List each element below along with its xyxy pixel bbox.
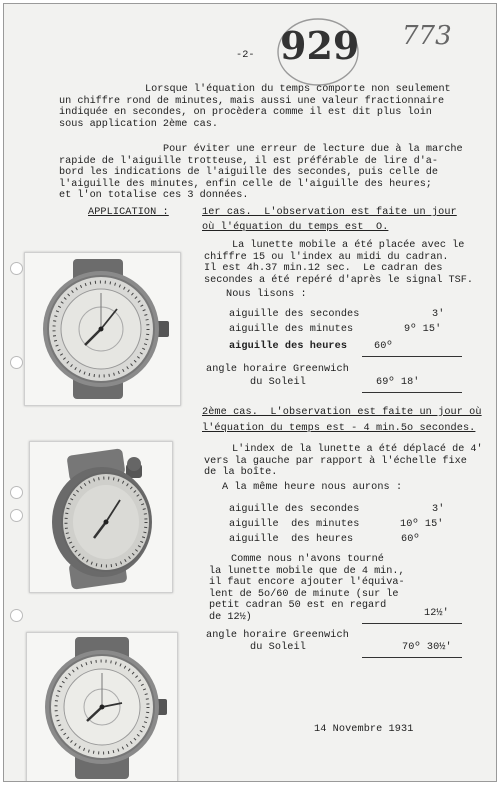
result-rule bbox=[362, 657, 462, 658]
case2-row-value: 60º bbox=[401, 534, 420, 545]
sum-rule bbox=[362, 356, 462, 357]
case1-lisons: Nous lisons : bbox=[226, 289, 307, 300]
case1-row-label: aiguille des heures bbox=[229, 341, 348, 352]
wristwatch-front-icon bbox=[25, 253, 180, 405]
punch-hole bbox=[10, 262, 23, 275]
case2-title-line1: 2ème cas. L'observation est faite un jour où bbox=[202, 407, 482, 418]
case2-title-line2: l'équation du temps est - 4 min.5o secondes. bbox=[202, 423, 476, 434]
punch-hole bbox=[10, 486, 23, 499]
page-number: -2- bbox=[236, 50, 255, 61]
sum-rule bbox=[362, 623, 462, 624]
case2-extra-value: 12½' bbox=[424, 608, 449, 619]
punch-hole bbox=[10, 356, 23, 369]
wristwatch-angle-icon bbox=[30, 442, 172, 592]
application-label: APPLICATION : bbox=[88, 207, 169, 218]
intro-paragraph-2: Pour éviter une erreur de lecture due à la marche rapide de l'aiguille trotteuse, il est préférable de lire d'a- bord les indications de l'aiguille des secondes, puis celle de l'aiguille des minutes, enfin celle de l'aiguille des heures; et l'on totalise ces 3 données. bbox=[59, 144, 463, 201]
case2-row-label: aiguille des secondes bbox=[229, 504, 360, 515]
case2-meme-heure: A la même heure nous aurons : bbox=[222, 482, 403, 493]
punch-hole bbox=[10, 509, 23, 522]
watch-photo-bottom bbox=[26, 632, 178, 782]
case1-title-line1: 1er cas. L'observation est faite un jour bbox=[202, 207, 457, 218]
case1-row-label: aiguille des minutes bbox=[229, 324, 354, 335]
case1-row-value: 9º 15' bbox=[404, 324, 442, 335]
case2-row-value: 3' bbox=[432, 504, 445, 515]
case1-description: La lunette mobile a été placée avec le chiffre 15 ou l'index au midi du cadran. Il est 4h.37 min.12 sec. Le cadran des secondes a été repéré d'après le signal TSF. bbox=[204, 240, 473, 286]
case1-result-label: angle horaire Greenwich bbox=[206, 364, 349, 375]
watch-photo-side bbox=[29, 441, 173, 593]
case1-result-value: 69º 18' bbox=[376, 377, 420, 388]
case1-title-line2: où l'équation du temps est O. bbox=[202, 222, 389, 233]
case2-row-label: aiguille des heures bbox=[229, 534, 354, 545]
case2-description: L'index de la lunette a été déplacé de 4' vers la gauche par rapport à l'échelle fixe de la boîte. bbox=[204, 444, 483, 478]
punch-hole bbox=[10, 609, 23, 622]
watch-photo-front bbox=[24, 252, 181, 406]
document-page bbox=[3, 3, 497, 782]
case2-row-value: 10º 15' bbox=[400, 519, 444, 530]
intro-paragraph-1: Lorsque l'équation du temps comporte non seulement un chiffre rond de minutes, mais aussi une valeur fractionnaire indiquée en secondes, on procèdera comme il est dit plus loin sous application 2ème cas. bbox=[59, 84, 451, 130]
case1-row-value: 3' bbox=[432, 309, 445, 320]
case2-result-value: 70º 30½' bbox=[402, 642, 452, 653]
wristwatch-dial-icon bbox=[27, 633, 177, 781]
handwritten-number: 773 bbox=[402, 21, 452, 51]
case2-row-label: aiguille des minutes bbox=[229, 519, 360, 530]
case2-extra-paragraph: Comme nous n'avons tourné la lunette mobile que de 4 min., il faut encore ajouter l'équiva- lent de 5o/60 de minute (sur le petit cadran 50 est en regard de 12½) bbox=[209, 554, 405, 623]
case2-result-label: angle horaire Greenwich bbox=[206, 630, 349, 641]
case1-result-label-2: du Soleil bbox=[250, 377, 306, 388]
case2-result-label-2: du Soleil bbox=[250, 642, 306, 653]
case1-row-label: aiguille des secondes bbox=[229, 309, 360, 320]
case1-row-value: 60º bbox=[374, 341, 393, 352]
result-rule bbox=[362, 392, 462, 393]
stamp-number: 929 bbox=[280, 23, 360, 68]
footer-date: 14 Novembre 1931 bbox=[314, 724, 414, 735]
